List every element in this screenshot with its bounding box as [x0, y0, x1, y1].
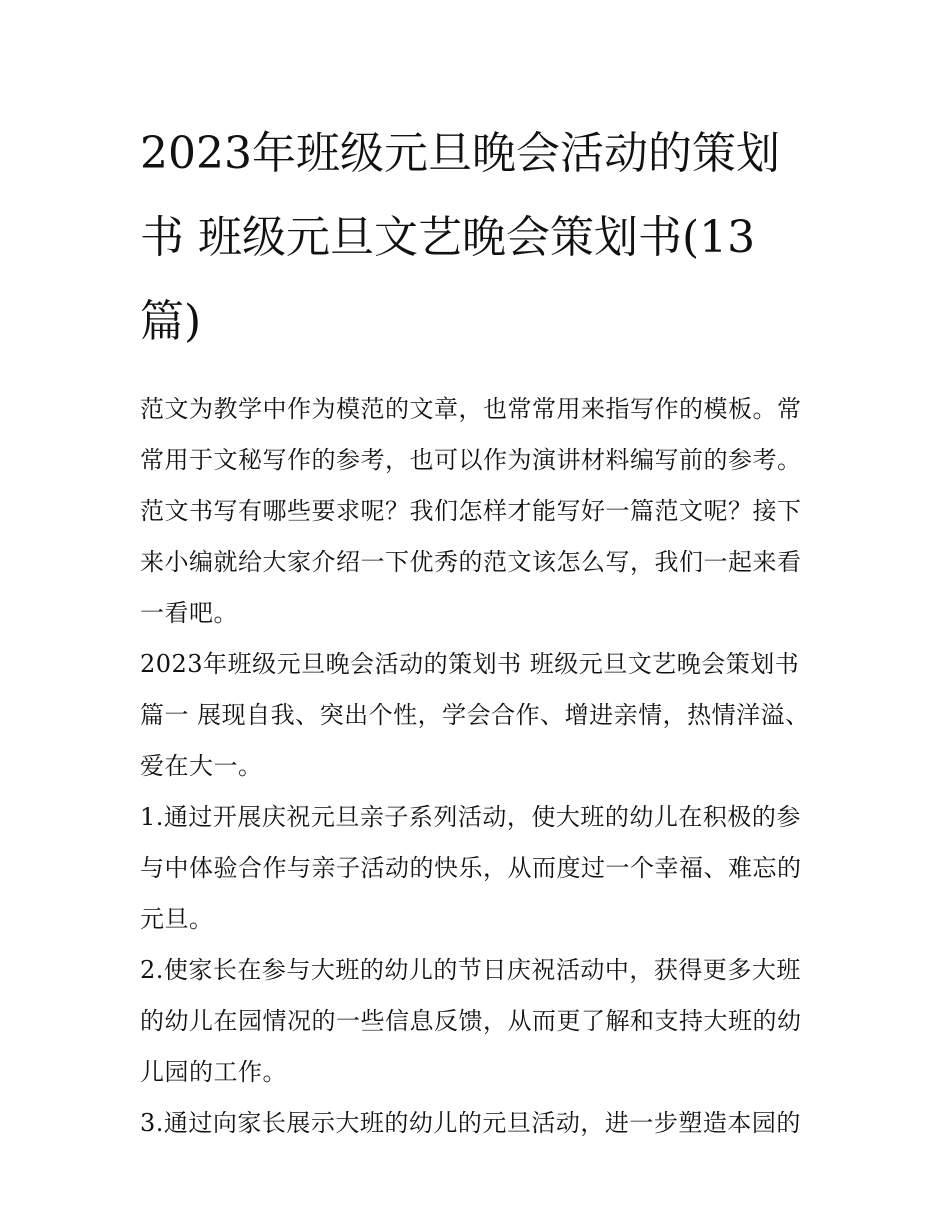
- document-page: [140, 112, 815, 1149]
- list-item-3: 3.通过向家长展示大班的幼儿的元旦活动，进一步塑造本园的: [140, 1109, 801, 1137]
- section-heading-paragraph: 2023年班级元旦晚会活动的策划书 班级元旦文艺晚会策划书篇一 展现自我、突出个性，学会合作、增进亲情，热情洋溢、爱在大一。: [140, 650, 810, 780]
- list-item-1: 1.通过开展庆祝元旦亲子系列活动，使大班的幼儿在积极的参与中体验合作与亲子活动的快乐，从而度过一个幸福、难忘的元旦。: [140, 803, 802, 933]
- list-item-2: 2.使家长在参与大班的幼儿的节日庆祝活动中，获得更多大班的幼儿在园情况的一些信息反馈，从而更了解和支持大班的幼儿园的工作。: [140, 956, 802, 1086]
- document-title: 2023年班级元旦晚会活动的策划书 班级元旦文艺晚会策划书(13篇): [140, 128, 780, 347]
- intro-paragraph: 范文为教学中作为模范的文章，也常常用来指写作的模板。常常用于文秘写作的参考，也可以作为演讲材料编写前的参考。范文书写有哪些要求呢？我们怎样才能写好一篇范文呢？接下来小编就给大家介绍一下优秀的范文该怎么写，我们一起来看一看吧。: [140, 395, 802, 627]
